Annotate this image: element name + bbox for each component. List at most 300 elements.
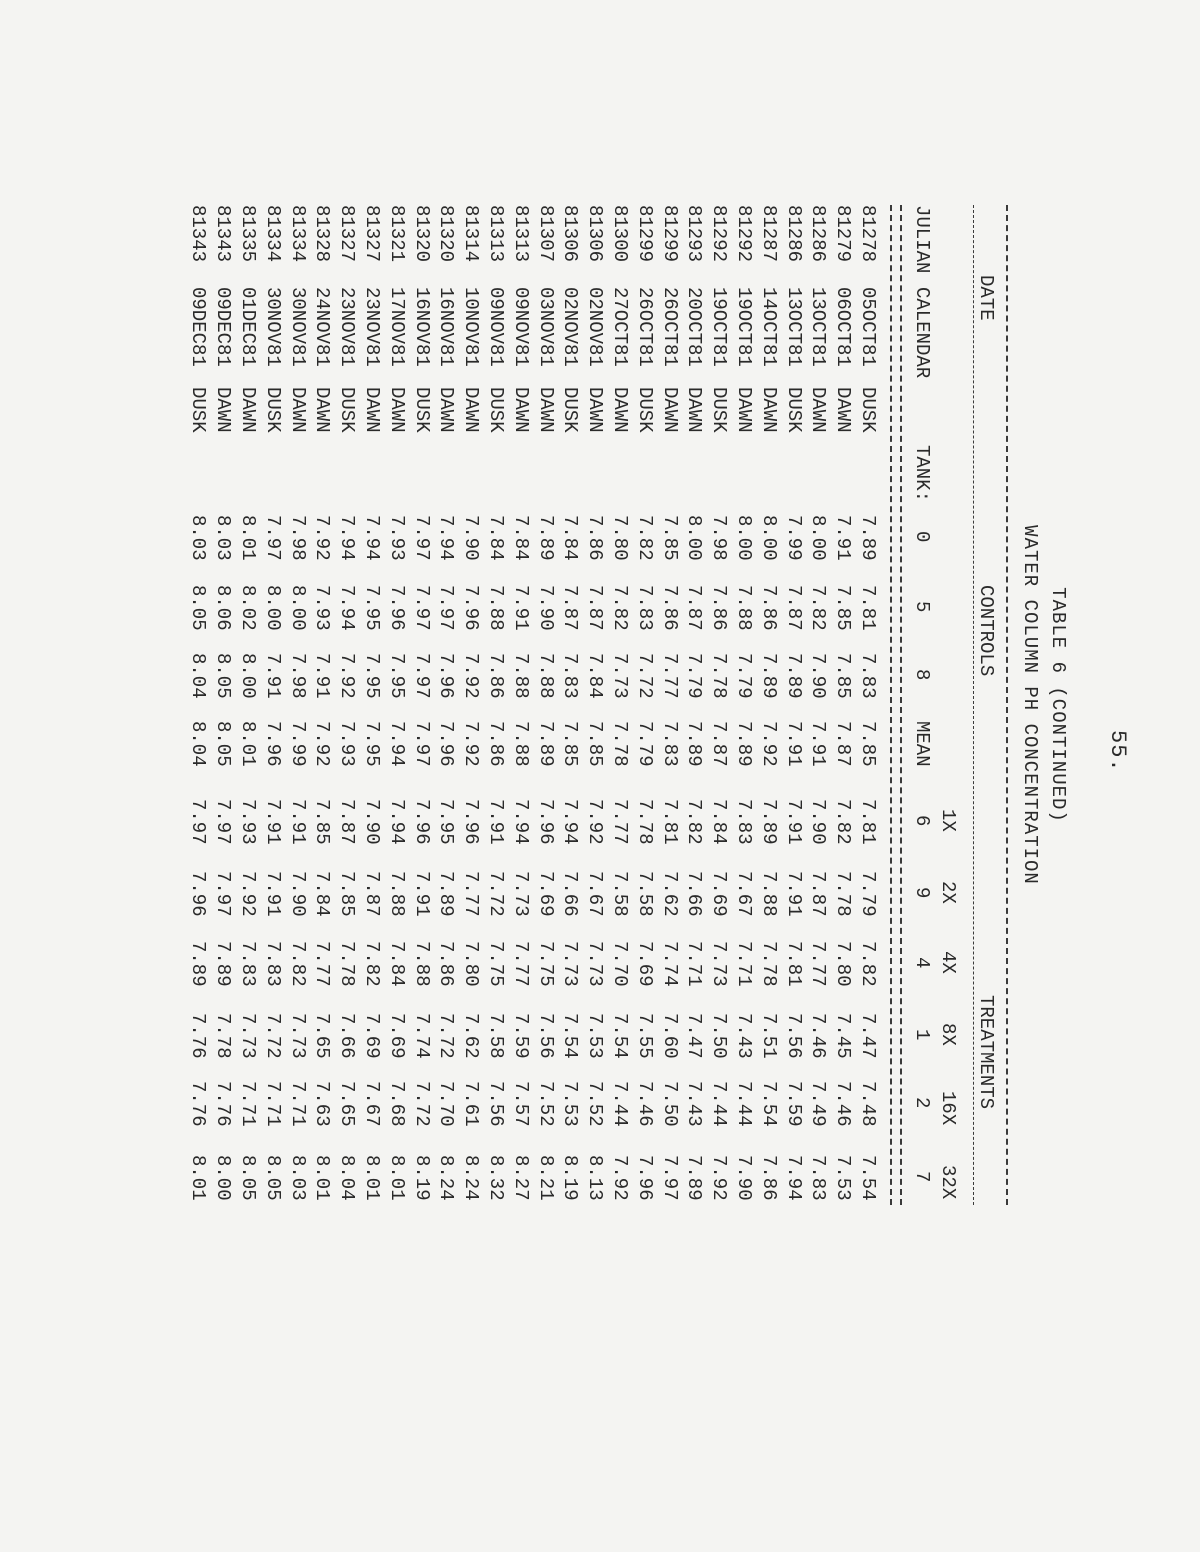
time-of-day-cell: DAWN	[757, 387, 780, 433]
ph-value-cell: 7.60	[658, 1013, 681, 1059]
ph-value-cell: 7.86	[708, 585, 731, 631]
ph-value-cell: 7.97	[212, 871, 235, 917]
ph-value-cell: 7.87	[832, 721, 855, 767]
ph-value-cell: 7.78	[708, 653, 731, 699]
ph-value-cell: 7.81	[857, 585, 879, 631]
ph-value-cell: 7.89	[733, 721, 755, 767]
ph-value-cell: 7.66	[683, 871, 706, 917]
ph-value-cell: 7.84	[584, 653, 607, 699]
ph-value-cell: 7.85	[311, 799, 334, 845]
ph-value-cell: 7.89	[212, 941, 235, 987]
ph-value-cell: 7.56	[534, 1013, 557, 1059]
time-of-day-cell: DAWN	[609, 387, 631, 433]
ph-value-cell: 8.13	[584, 1155, 607, 1201]
time-of-day-cell: DUSK	[261, 387, 284, 433]
ph-value-cell: 7.70	[609, 941, 631, 987]
ph-value-cell: 7.91	[261, 871, 284, 917]
ph-value-cell: 7.91	[261, 653, 284, 699]
ph-value-cell: 7.85	[658, 515, 681, 561]
ph-value-cell: 7.67	[361, 1081, 383, 1127]
ph-value-cell: 7.83	[261, 941, 284, 987]
column-group-label: 8X	[937, 1023, 959, 1046]
ph-value-cell: 8.01	[187, 1155, 210, 1201]
ph-value-cell: 7.91	[286, 799, 309, 845]
ph-value-cell: 7.85	[559, 721, 582, 767]
ph-value-cell: 7.77	[609, 799, 631, 845]
ph-value-cell: 7.89	[534, 515, 557, 561]
ph-value-cell: 7.92	[757, 721, 780, 767]
ph-value-cell: 8.24	[460, 1155, 483, 1201]
ph-value-cell: 7.83	[237, 941, 259, 987]
ph-value-cell: 7.81	[857, 799, 879, 845]
ph-value-cell: 7.79	[683, 653, 706, 699]
ph-value-cell: 7.53	[559, 1081, 582, 1127]
ph-value-cell: 7.92	[708, 1155, 731, 1201]
ph-value-cell: 7.80	[460, 941, 483, 987]
calendar-date-cell: 19OCT81	[708, 287, 731, 367]
time-of-day-cell: DAWN	[534, 387, 557, 433]
ph-value-cell: 7.73	[609, 653, 631, 699]
ph-value-cell: 7.89	[435, 871, 458, 917]
header-controls: CONTROLS	[975, 585, 997, 677]
ph-value-cell: 7.58	[609, 871, 631, 917]
ph-value-cell: 7.82	[361, 941, 383, 987]
ph-value-cell: 7.98	[708, 515, 731, 561]
ph-value-cell: 7.91	[485, 799, 507, 845]
column-tank-label: 1	[911, 1029, 933, 1041]
ph-value-cell: 7.54	[609, 1013, 631, 1059]
time-of-day-cell: DAWN	[286, 387, 309, 433]
calendar-date-cell: 27OCT81	[609, 287, 631, 367]
ph-value-cell: 7.85	[832, 585, 855, 631]
time-of-day-cell: DAWN	[460, 387, 483, 433]
ph-value-cell: 8.05	[187, 585, 210, 631]
ph-value-cell: 7.91	[832, 515, 855, 561]
ph-value-cell: 7.53	[584, 1013, 607, 1059]
ph-value-cell: 7.86	[435, 941, 458, 987]
ph-value-cell: 8.27	[509, 1155, 532, 1201]
column-tank-label: 4	[911, 957, 933, 969]
ph-value-cell: 7.67	[584, 871, 607, 917]
ph-value-cell: 7.82	[683, 799, 706, 845]
header-tank: TANK:	[911, 445, 933, 503]
ph-value-cell: 7.82	[633, 515, 656, 561]
ph-value-cell: 7.96	[435, 653, 458, 699]
julian-date-cell: 81320	[435, 205, 458, 263]
time-of-day-cell: DUSK	[857, 387, 879, 433]
calendar-date-cell: 23NOV81	[336, 287, 359, 367]
ph-value-cell: 7.92	[609, 1155, 631, 1201]
ph-value-cell: 7.87	[336, 799, 359, 845]
ph-value-cell: 7.83	[633, 585, 656, 631]
ph-value-cell: 7.49	[807, 1081, 830, 1127]
calendar-date-cell: 09DEC81	[187, 287, 210, 367]
calendar-date-cell: 26OCT81	[633, 287, 656, 367]
ph-value-cell: 7.54	[559, 1013, 582, 1059]
ph-value-cell: 7.50	[708, 1013, 731, 1059]
ph-value-cell: 8.24	[435, 1155, 458, 1201]
ph-value-cell: 7.44	[609, 1081, 631, 1127]
ph-value-cell: 7.94	[385, 799, 408, 845]
ph-value-cell: 7.97	[187, 799, 210, 845]
ph-value-cell: 7.73	[237, 1013, 259, 1059]
ph-value-cell: 7.92	[460, 653, 483, 699]
ph-value-cell: 7.65	[336, 1081, 359, 1127]
ph-value-cell: 7.91	[807, 721, 830, 767]
ph-value-cell: 7.93	[311, 585, 334, 631]
ph-value-cell: 7.71	[286, 1081, 309, 1127]
ph-value-cell: 7.54	[757, 1081, 780, 1127]
ph-value-cell: 7.56	[782, 1013, 805, 1059]
ph-value-cell: 7.86	[658, 585, 681, 631]
ph-value-cell: 7.90	[534, 585, 557, 631]
ph-value-cell: 7.45	[832, 1013, 855, 1059]
julian-date-cell: 81292	[708, 205, 731, 263]
ph-value-cell: 7.77	[460, 871, 483, 917]
column-group-label: 1X	[937, 809, 959, 832]
ph-value-cell: 7.92	[311, 515, 334, 561]
ph-value-cell: 7.58	[633, 871, 656, 917]
ph-value-cell: 7.82	[609, 585, 631, 631]
column-group-label: 32X	[937, 1165, 959, 1200]
calendar-date-cell: 05OCT81	[857, 287, 879, 367]
ph-value-cell: 7.95	[361, 653, 383, 699]
ph-value-cell: 7.96	[261, 721, 284, 767]
julian-date-cell: 81286	[807, 205, 830, 263]
ph-value-cell: 7.84	[385, 941, 408, 987]
calendar-date-cell: 03NOV81	[534, 287, 557, 367]
ph-value-cell: 7.69	[385, 1013, 408, 1059]
calendar-date-cell: 16NOV81	[435, 287, 458, 367]
ph-value-cell: 7.79	[857, 871, 879, 917]
ph-value-cell: 7.71	[683, 941, 706, 987]
ph-value-cell: 7.99	[782, 515, 805, 561]
ph-value-cell: 8.32	[485, 1155, 507, 1201]
ph-value-cell: 7.90	[460, 515, 483, 561]
ph-value-cell: 7.84	[485, 515, 507, 561]
calendar-date-cell: 20OCT81	[683, 287, 706, 367]
ph-value-cell: 7.87	[683, 585, 706, 631]
ph-value-cell: 7.83	[733, 799, 755, 845]
ph-value-cell: 7.73	[559, 941, 582, 987]
ph-value-cell: 7.75	[485, 941, 507, 987]
ph-value-cell: 7.86	[485, 721, 507, 767]
calendar-date-cell: 02NOV81	[559, 287, 582, 367]
ph-value-cell: 7.95	[385, 653, 408, 699]
ph-value-cell: 7.74	[410, 1013, 433, 1059]
julian-date-cell: 81334	[261, 205, 284, 263]
ph-value-cell: 7.69	[633, 941, 656, 987]
ph-value-cell: 7.93	[237, 799, 259, 845]
ph-value-cell: 7.72	[435, 1013, 458, 1059]
ph-value-cell: 7.97	[410, 585, 433, 631]
ph-value-cell: 7.73	[286, 1013, 309, 1059]
ph-value-cell: 7.86	[485, 653, 507, 699]
ph-value-cell: 7.78	[609, 721, 631, 767]
ph-value-cell: 7.70	[435, 1081, 458, 1127]
ph-value-cell: 7.52	[534, 1081, 557, 1127]
julian-date-cell: 81306	[584, 205, 607, 263]
column-tank-label: 8	[911, 669, 933, 681]
ph-value-cell: 7.94	[559, 799, 582, 845]
ph-value-cell: 8.00	[261, 585, 284, 631]
time-of-day-cell: DUSK	[559, 387, 582, 433]
calendar-date-cell: 09DEC81	[212, 287, 235, 367]
julian-date-cell: 81343	[212, 205, 235, 263]
time-of-day-cell: DUSK	[782, 387, 805, 433]
ph-value-cell: 7.59	[782, 1081, 805, 1127]
ph-value-cell: 7.86	[757, 585, 780, 631]
ph-value-cell: 7.89	[757, 653, 780, 699]
ph-value-cell: 7.58	[485, 1013, 507, 1059]
ph-value-cell: 7.88	[733, 585, 755, 631]
ph-value-cell: 7.85	[832, 653, 855, 699]
ph-value-cell: 8.21	[534, 1155, 557, 1201]
ph-value-cell: 8.06	[212, 585, 235, 631]
ph-value-cell: 7.72	[485, 871, 507, 917]
julian-date-cell: 81287	[757, 205, 780, 263]
ph-value-cell: 7.44	[708, 1081, 731, 1127]
ph-value-cell: 7.69	[708, 871, 731, 917]
julian-date-cell: 81300	[609, 205, 631, 263]
ph-value-cell: 7.91	[410, 871, 433, 917]
ph-value-cell: 7.55	[633, 1013, 656, 1059]
ph-value-cell: 7.91	[782, 871, 805, 917]
julian-date-cell: 81306	[559, 205, 582, 263]
julian-date-cell: 81343	[187, 205, 210, 263]
ph-value-cell: 7.83	[807, 1155, 830, 1201]
ph-value-cell: 7.72	[633, 653, 656, 699]
ph-value-cell: 7.93	[385, 515, 408, 561]
ph-value-cell: 7.83	[559, 653, 582, 699]
ph-value-cell: 7.90	[733, 1155, 755, 1201]
ph-value-cell: 7.83	[857, 653, 879, 699]
time-of-day-cell: DAWN	[807, 387, 830, 433]
ph-value-cell: 7.89	[187, 941, 210, 987]
ph-value-cell: 7.85	[336, 871, 359, 917]
ph-value-cell: 8.00	[733, 515, 755, 561]
ph-value-cell: 7.69	[534, 871, 557, 917]
ph-value-cell: 7.87	[584, 585, 607, 631]
ph-value-cell: 7.46	[633, 1081, 656, 1127]
ph-value-cell: 7.91	[311, 653, 334, 699]
ph-value-cell: 7.87	[708, 721, 731, 767]
ph-value-cell: 7.77	[807, 941, 830, 987]
julian-date-cell: 81335	[237, 205, 259, 263]
time-of-day-cell: DUSK	[708, 387, 731, 433]
column-tank-label: 7	[911, 1171, 933, 1183]
ph-value-cell: 7.87	[782, 585, 805, 631]
ph-value-cell: 7.90	[807, 653, 830, 699]
ph-value-cell: 7.96	[460, 585, 483, 631]
ph-value-cell: 7.89	[782, 653, 805, 699]
ph-value-cell: 7.77	[658, 653, 681, 699]
ph-value-cell: 7.78	[212, 1013, 235, 1059]
time-of-day-cell: DAWN	[832, 387, 855, 433]
julian-date-cell: 81293	[683, 205, 706, 263]
ph-value-cell: 7.73	[509, 871, 532, 917]
ph-value-cell: 7.46	[807, 1013, 830, 1059]
ph-value-cell: 7.81	[782, 941, 805, 987]
ph-value-cell: 7.90	[286, 871, 309, 917]
ph-value-cell: 7.54	[857, 1155, 879, 1201]
ph-value-cell: 7.47	[683, 1013, 706, 1059]
ph-value-cell: 7.94	[361, 515, 383, 561]
ph-value-cell: 7.87	[559, 585, 582, 631]
time-of-day-cell: DAWN	[435, 387, 458, 433]
ph-value-cell: 7.92	[460, 721, 483, 767]
ph-value-cell: 7.96	[460, 799, 483, 845]
ph-value-cell: 7.83	[658, 721, 681, 767]
calendar-date-cell: 23NOV81	[361, 287, 383, 367]
ph-value-cell: 7.80	[609, 515, 631, 561]
group-rule	[973, 205, 974, 1205]
ph-value-cell: 7.78	[336, 941, 359, 987]
ph-value-cell: 7.91	[261, 799, 284, 845]
calendar-date-cell: 02NOV81	[584, 287, 607, 367]
time-of-day-cell: DAWN	[212, 387, 235, 433]
ph-value-cell: 7.76	[187, 1081, 210, 1127]
ph-value-cell: 7.88	[385, 871, 408, 917]
ph-value-cell: 7.57	[509, 1081, 532, 1127]
ph-value-cell: 7.96	[633, 1155, 656, 1201]
ph-value-cell: 8.00	[237, 653, 259, 699]
calendar-date-cell: 19OCT81	[733, 287, 755, 367]
ph-value-cell: 7.48	[857, 1081, 879, 1127]
calendar-date-cell: 01DEC81	[237, 287, 259, 367]
calendar-date-cell: 30NOV81	[261, 287, 284, 367]
ph-value-cell: 7.92	[311, 721, 334, 767]
ph-value-cell: 7.76	[187, 1013, 210, 1059]
ph-value-cell: 7.95	[361, 585, 383, 631]
column-tank-label: 0	[911, 531, 933, 543]
ph-value-cell: 7.88	[485, 585, 507, 631]
calendar-date-cell: 24NOV81	[311, 287, 334, 367]
ph-value-cell: 7.44	[733, 1081, 755, 1127]
column-group-label: 4X	[937, 951, 959, 974]
ph-value-cell: 8.01	[385, 1155, 408, 1201]
calendar-date-cell: 09NOV81	[509, 287, 532, 367]
ph-value-cell: 7.46	[832, 1081, 855, 1127]
ph-value-cell: 7.62	[460, 1013, 483, 1059]
header-julian: JULIAN	[911, 205, 933, 274]
ph-value-cell: 7.63	[311, 1081, 334, 1127]
ph-value-cell: 7.92	[584, 799, 607, 845]
ph-value-cell: 7.96	[410, 799, 433, 845]
ph-value-cell: 7.88	[509, 721, 532, 767]
ph-value-cell: 7.97	[435, 585, 458, 631]
ph-value-cell: 7.62	[658, 871, 681, 917]
julian-date-cell: 81328	[311, 205, 334, 263]
ph-value-cell: 7.93	[336, 721, 359, 767]
ph-value-cell: 7.79	[733, 653, 755, 699]
ph-value-cell: 7.51	[757, 1013, 780, 1059]
calendar-date-cell: 17NOV81	[385, 287, 408, 367]
ph-value-cell: 7.97	[658, 1155, 681, 1201]
calendar-date-cell: 09NOV81	[485, 287, 507, 367]
ph-value-cell: 7.84	[509, 515, 532, 561]
calendar-date-cell: 13OCT81	[807, 287, 830, 367]
ph-value-cell: 7.47	[857, 1013, 879, 1059]
julian-date-cell: 81314	[460, 205, 483, 263]
ph-value-cell: 7.80	[832, 941, 855, 987]
column-tank-label: 2	[911, 1097, 933, 1109]
ph-value-cell: 8.19	[559, 1155, 582, 1201]
ph-value-cell: 8.01	[237, 515, 259, 561]
julian-date-cell: 81313	[509, 205, 532, 263]
ph-value-cell: 8.19	[410, 1155, 433, 1201]
ph-value-cell: 7.66	[336, 1013, 359, 1059]
ph-value-cell: 7.94	[336, 585, 359, 631]
calendar-date-cell: 06OCT81	[832, 287, 855, 367]
time-of-day-cell: DAWN	[733, 387, 755, 433]
ph-value-cell: 7.96	[385, 585, 408, 631]
ph-value-cell: 7.71	[733, 941, 755, 987]
table-subtitle: WATER COLUMN PH CONCENTRATION	[1019, 525, 1041, 885]
julian-date-cell: 81279	[832, 205, 855, 263]
ph-value-cell: 7.84	[708, 799, 731, 845]
ph-value-cell: 7.95	[435, 799, 458, 845]
ph-value-cell: 7.96	[187, 871, 210, 917]
ph-value-cell: 7.94	[336, 515, 359, 561]
ph-value-cell: 7.72	[410, 1081, 433, 1127]
ph-value-cell: 7.85	[584, 721, 607, 767]
calendar-date-cell: 26OCT81	[658, 287, 681, 367]
julian-date-cell: 81292	[733, 205, 755, 263]
ph-value-cell: 7.99	[286, 721, 309, 767]
ph-value-cell: 7.43	[683, 1081, 706, 1127]
column-group-label: 16X	[937, 1091, 959, 1126]
time-of-day-cell: DUSK	[187, 387, 210, 433]
calendar-date-cell: 30NOV81	[286, 287, 309, 367]
ph-value-cell: 7.52	[584, 1081, 607, 1127]
ph-value-cell: 7.96	[534, 799, 557, 845]
time-of-day-cell: DAWN	[584, 387, 607, 433]
ph-value-cell: 7.97	[212, 799, 235, 845]
time-of-day-cell: DAWN	[683, 387, 706, 433]
ph-value-cell: 8.00	[757, 515, 780, 561]
ph-value-cell: 8.04	[336, 1155, 359, 1201]
ph-value-cell: 8.05	[261, 1155, 284, 1201]
column-tank-label: MEAN	[911, 721, 933, 767]
ph-value-cell: 7.98	[286, 653, 309, 699]
ph-value-cell: 7.97	[410, 653, 433, 699]
ph-value-cell: 7.73	[708, 941, 731, 987]
ph-value-cell: 7.88	[757, 871, 780, 917]
julian-date-cell: 81307	[534, 205, 557, 263]
column-group-label: 2X	[937, 881, 959, 904]
ph-value-cell: 7.68	[385, 1081, 408, 1127]
ph-value-cell: 7.92	[237, 871, 259, 917]
ph-value-cell: 7.78	[757, 941, 780, 987]
time-of-day-cell: DAWN	[385, 387, 408, 433]
julian-date-cell: 81327	[336, 205, 359, 263]
column-tank-label: 5	[911, 601, 933, 613]
ph-value-cell: 7.89	[757, 799, 780, 845]
julian-date-cell: 81299	[658, 205, 681, 263]
ph-value-cell: 7.78	[633, 799, 656, 845]
ph-value-cell: 7.59	[509, 1013, 532, 1059]
ph-value-cell: 7.61	[460, 1081, 483, 1127]
ph-value-cell: 7.84	[559, 515, 582, 561]
ph-value-cell: 7.91	[782, 799, 805, 845]
ph-value-cell: 7.92	[336, 653, 359, 699]
ph-value-cell: 7.53	[832, 1155, 855, 1201]
julian-date-cell: 81327	[361, 205, 383, 263]
table-title: TABLE 6 (CONTINUED)	[1047, 587, 1069, 823]
julian-date-cell: 81278	[857, 205, 879, 263]
ph-value-cell: 8.01	[361, 1155, 383, 1201]
